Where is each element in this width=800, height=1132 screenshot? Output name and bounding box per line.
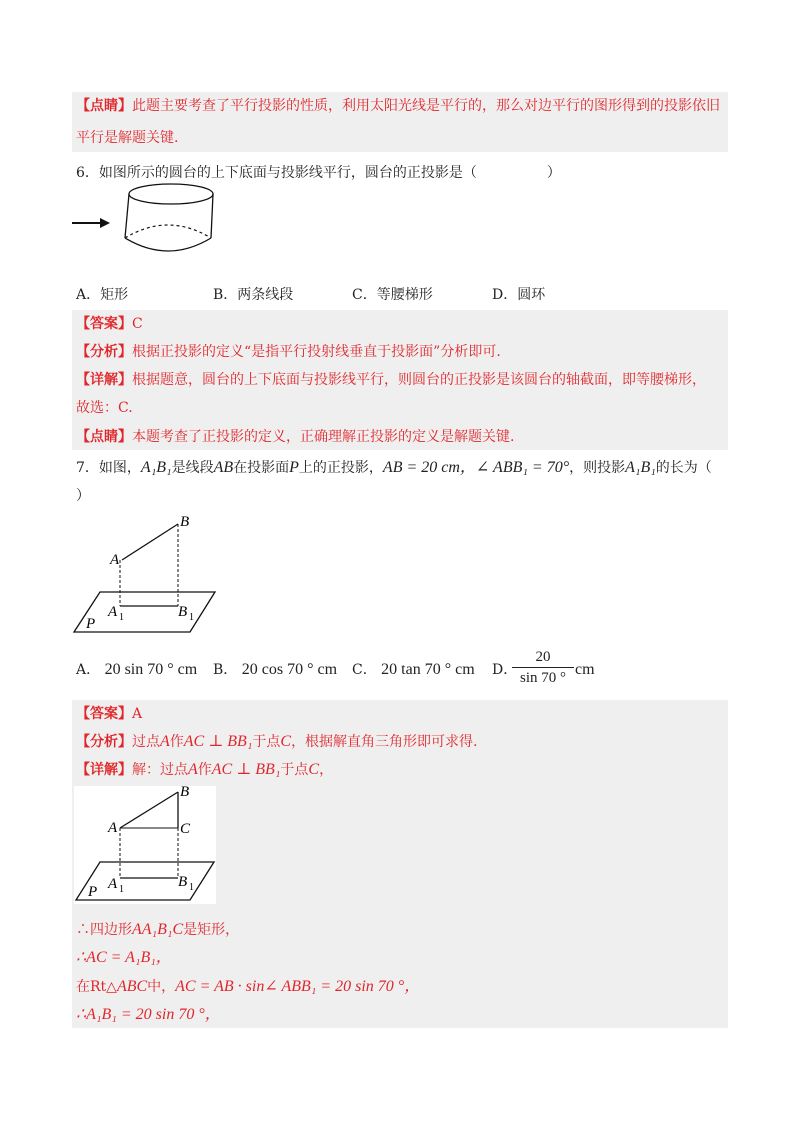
q6-tip: 【点睛】本题考查了正投影的定义，正确理解正投影的定义是解题关键. — [76, 429, 515, 445]
q7-step3: 在Rt△ABC中，AC = AB · sin∠ ABB₁ = 20 sin 70 °， — [76, 978, 421, 995]
q6-option-d[interactable]: D．圆环 — [492, 287, 546, 303]
q7-option-b[interactable]: B． 20 cos 70 ° cm — [213, 661, 338, 678]
q6-answer: 【答案】C — [76, 316, 143, 332]
q7-option-c[interactable]: C． 20 tan 70 ° cm — [352, 661, 475, 678]
q6-option-c[interactable]: C．等腰梯形 — [352, 287, 433, 303]
svg-text:A: A — [108, 876, 118, 892]
q7-answer: 【答案】A — [76, 706, 143, 722]
q7-option-d-label[interactable]: D． — [492, 662, 518, 678]
q7-stem: 7．如图，A₁B₁是线段AB在投影面P上的正投影，AB = 20 cm，∠ ABB₁ = 70°，则投影A₁B₁的长为（ — [76, 459, 712, 476]
svg-text:P: P — [88, 884, 98, 900]
q6-analysis: 【分析】根据正投影的定义“是指平行投射线垂直于投影面”分析即可. — [76, 344, 501, 360]
svg-text:1: 1 — [189, 882, 194, 893]
q6-detail-line2: 故选：C. — [76, 400, 133, 416]
svg-text:1: 1 — [119, 612, 124, 623]
svg-text:B: B — [180, 514, 190, 530]
q6-option-a[interactable]: A．矩形 — [76, 287, 129, 303]
q7-step2: ∴AC = A₁B₁， — [76, 949, 172, 966]
projection-arrow — [72, 218, 110, 228]
svg-text:1: 1 — [119, 884, 124, 895]
q7-detail: 【详解】解：过点A作AC ⊥ BB₁于点C， — [76, 761, 334, 778]
q7-option-d-unit: cm — [575, 661, 595, 678]
svg-text:A: A — [110, 552, 120, 568]
q6-stem: 6．如图所示的圆台的上下底面与投影线平行，圆台的正投影是（ ） — [76, 165, 561, 181]
svg-text:C: C — [180, 821, 191, 837]
svg-text:B: B — [180, 786, 190, 800]
svg-text:A: A — [108, 604, 118, 620]
q7-stem-close: ） — [76, 488, 90, 504]
q7-analysis: 【分析】过点A作AC ⊥ BB₁于点C，根据解直角三角形即可求得. — [76, 733, 478, 750]
projection-figure — [70, 512, 230, 638]
frustum-figure — [70, 180, 220, 262]
frustum-top — [129, 184, 213, 204]
q7-option-d-fraction[interactable]: $\frac{20}{\sin 70 ^\circ}$ — [512, 648, 574, 688]
q7-option-a[interactable]: A． 20 sin 70 ° cm — [76, 661, 198, 678]
q7-step4: ∴A₁B₁ = 20 sin 70 °， — [76, 1006, 221, 1023]
tip-top-line2: 平行是解题关键. — [76, 130, 179, 146]
tip-top-line1: 【点睛】此题主要考查了平行投影的性质，利用太阳光线是平行的，那么对边平行的图形得到的投影依旧 — [76, 98, 720, 114]
solution-figure — [74, 786, 216, 904]
q6-detail-line1: 【详解】根据题意，圆台的上下底面与投影线平行，则圆台的正投影是该圆台的轴截面，即等腰梯形， — [76, 372, 706, 388]
svg-text:1: 1 — [189, 612, 194, 623]
svg-text:B: B — [178, 874, 188, 890]
q7-step1: ∴四边形AA₁B₁C是矩形， — [76, 921, 240, 938]
q6-option-b[interactable]: B．两条线段 — [213, 287, 294, 303]
svg-text:P: P — [86, 616, 96, 632]
svg-text:B: B — [178, 604, 188, 620]
svg-text:A: A — [108, 820, 118, 836]
